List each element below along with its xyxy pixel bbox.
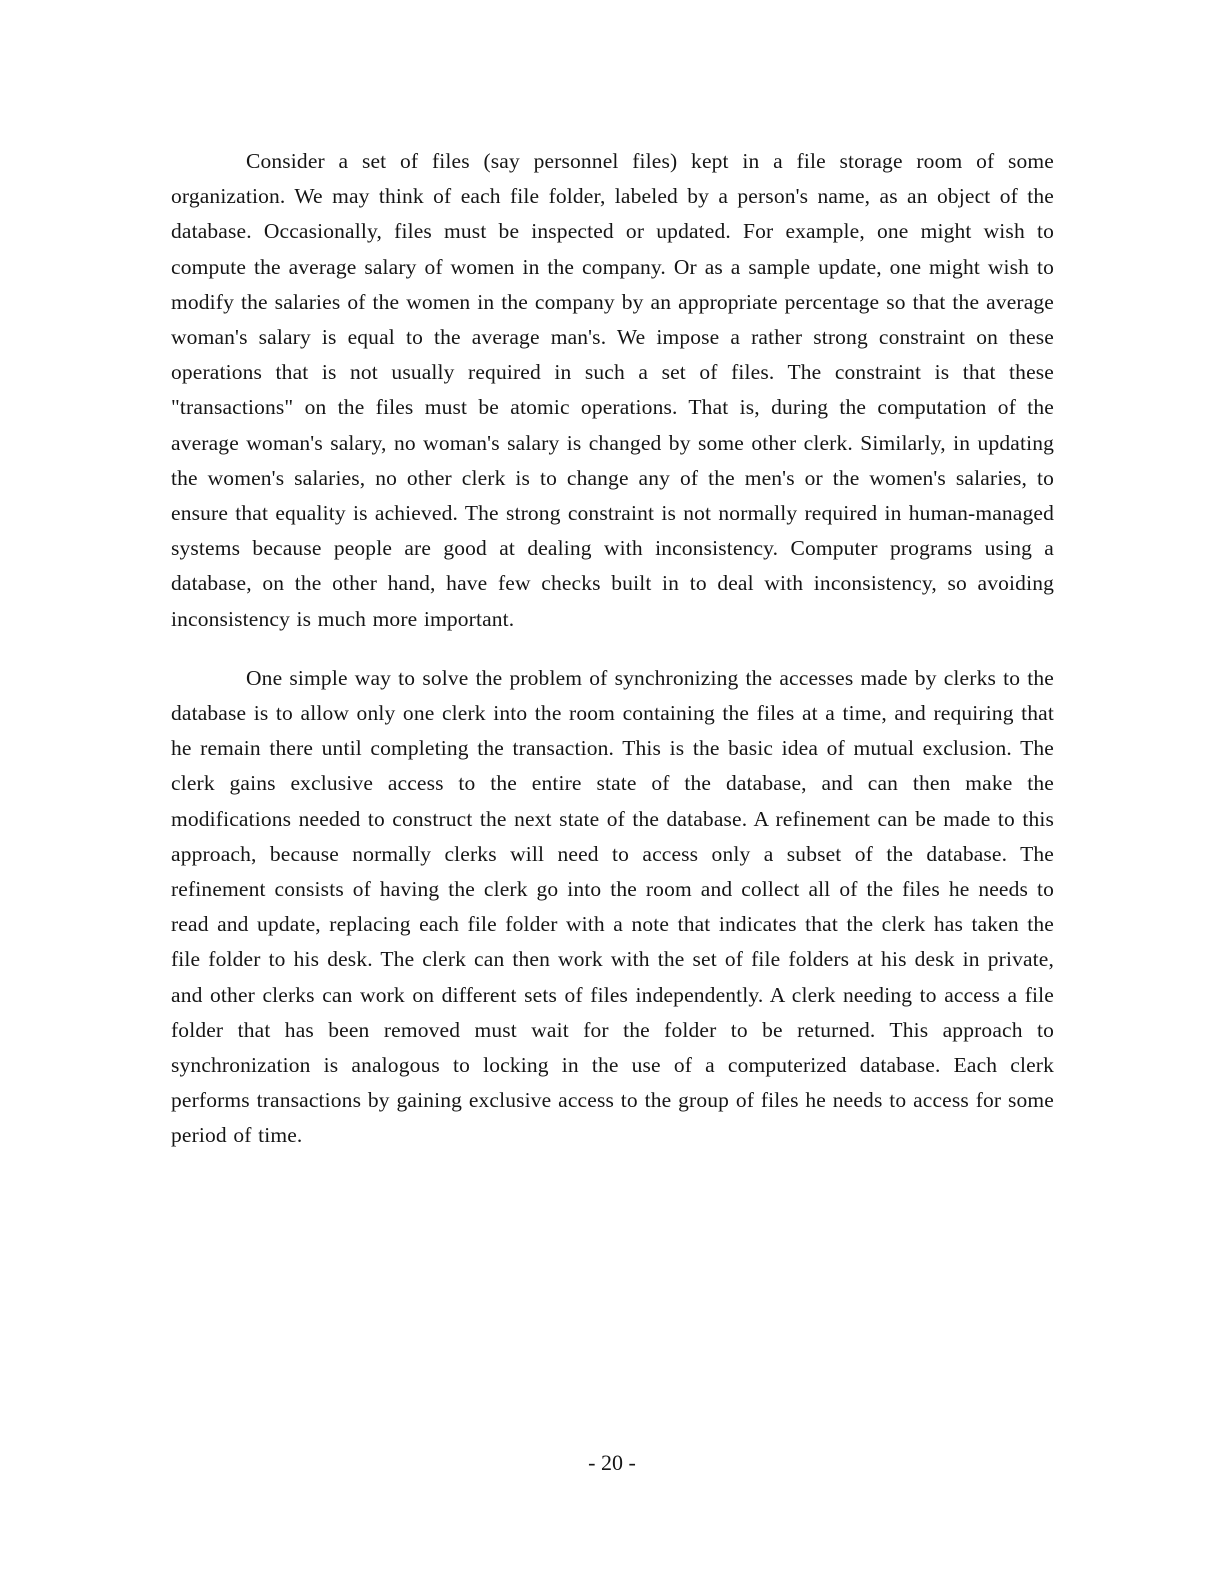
page-number: - 20 -	[588, 1450, 636, 1475]
paragraph-2: One simple way to solve the problem of synchronizing the accesses made by clerks to the database is to allow only one clerk into the room containing the files at a time, and requiring that he remain there until completing the transaction. This is the basic idea of mutual exclusion. The clerk gains exclusive access to the entire state of the database, and can then make the modifications needed to construct the next state of the database. A refinement can be made to this approach, because normally clerks will need to access only a subset of the database. The refinement consists of having the clerk go into the room and collect all of the files he needs to read and update, replacing each file folder with a note that indicates that the clerk has taken the file folder to his desk. The clerk can then work with the set of file folders at his desk in private, and other clerks can work on different sets of files independently. A clerk needing to access a file folder that has been removed must wait for the folder to be returned. This approach to synchronization is analogous to locking in the use of a computerized database. Each clerk performs transactions by gaining exclusive access to the group of files he needs to access for some period of time.	[171, 665, 1054, 1148]
paragraph-1: Consider a set of files (say personnel files) kept in a file storage room of some organization. We may think of each file folder, labeled by a person's name, as an object of the database. Occasionally, files must be inspected or updated. For example, one might wish to compute the average salary of women in the company. Or as a sample update, one might wish to modify the salaries of the women in the company by an appropriate percentage so that the average woman's salary is equal to the average man's. We impose a rather strong constraint on these operations that is not usually required in such a set of files. The constraint is that these "transactions" on the files must be atomic operations. That is, during the computation of the average woman's salary, no woman's salary is changed by some other clerk. Similarly, in updating the women's salaries, no other clerk is to change any of the men's or the women's salaries, to ensure that equality is achieved. The strong constraint is not normally required in human-managed systems because people are good at dealing with inconsistency. Computer programs using a database, on the other hand, have few checks built in to deal with inconsistency, so avoiding inconsistency is much more important.	[171, 149, 1054, 631]
body-text	[171, 144, 1054, 1154]
